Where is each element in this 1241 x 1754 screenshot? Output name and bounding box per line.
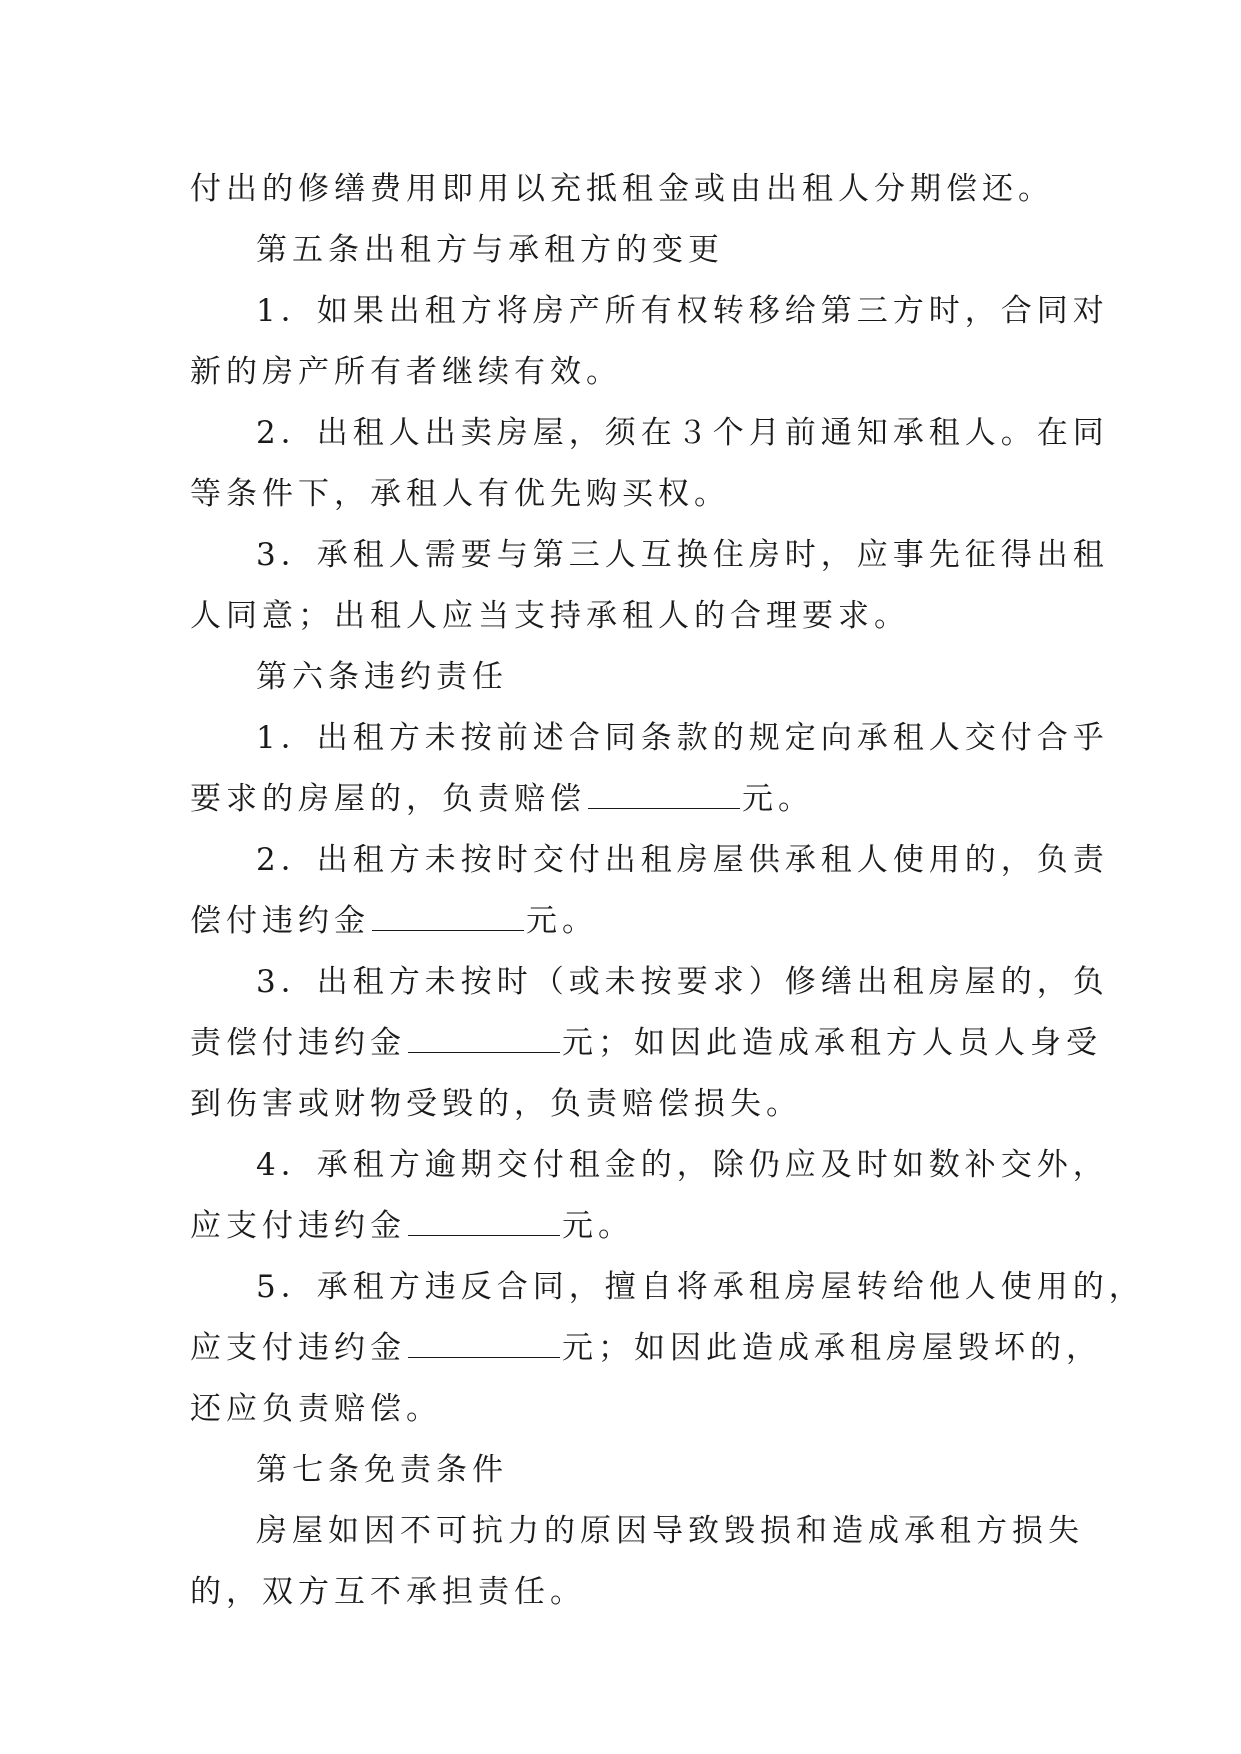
body-line: 3．出租方未按时（或未按要求）修缮出租房屋的，负 xyxy=(256,964,1109,1000)
line-text-after: 元。 xyxy=(526,903,598,939)
line-text-before: 要求的房屋的，负责赔偿 xyxy=(190,781,586,817)
fill-in-blank xyxy=(588,772,740,809)
fill-in-blank xyxy=(408,1199,560,1236)
line-text-before: 责偿付违约金 xyxy=(190,1025,406,1061)
body-line: 3．承租人需要与第三人互换住房时，应事先征得出租 xyxy=(256,537,1109,573)
body-line: 4．承租方逾期交付租金的，除仍应及时如数补交外， xyxy=(256,1147,1109,1183)
body-line-with-blank xyxy=(190,891,1055,952)
line-text-after: 元；如因此造成承租方人员人身受 xyxy=(562,1025,1102,1061)
fill-in-blank xyxy=(372,894,524,931)
article-heading: 第五条出租方与承租方的变更 xyxy=(256,232,724,268)
line-text-after: 元。 xyxy=(742,781,814,817)
body-line: 1．如果出租方将房产所有权转移给第三方时，合同对 xyxy=(256,293,1109,329)
line-text-before: 应支付违约金 xyxy=(190,1330,406,1366)
body-line: 还应负责赔偿。 xyxy=(190,1391,442,1427)
body-line: 1．出租方未按前述合同条款的规定向承租人交付合乎 xyxy=(256,720,1109,756)
body-line: 人同意；出租人应当支持承租人的合理要求。 xyxy=(190,598,910,634)
body-line: 等条件下，承租人有优先购买权。 xyxy=(190,476,730,512)
document-body xyxy=(190,159,1145,1623)
body-line: 2．出租人出卖房屋，须在３个月前通知承租人。在同 xyxy=(256,415,1109,451)
line-text-after: 元；如因此造成承租房屋毁坏的， xyxy=(562,1330,1102,1366)
fill-in-blank xyxy=(408,1016,560,1053)
line-text-before: 应支付违约金 xyxy=(190,1208,406,1244)
fill-in-blank xyxy=(408,1321,560,1358)
body-line: 到伤害或财物受毁的，负责赔偿损失。 xyxy=(190,1086,802,1122)
body-line-with-blank xyxy=(190,1013,1102,1074)
body-line-with-blank xyxy=(190,769,1055,830)
body-line: 房屋如因不可抗力的原因导致毁损和造成承租方损失 xyxy=(256,1513,1084,1549)
article-heading: 第六条违约责任 xyxy=(256,659,508,695)
body-line: 新的房产所有者继续有效。 xyxy=(190,354,622,390)
body-line: 的，双方互不承担责任。 xyxy=(190,1574,586,1610)
line-text-after: 元。 xyxy=(562,1208,634,1244)
line-text-before: 偿付违约金 xyxy=(190,903,370,939)
body-line-with-blank xyxy=(190,1318,1102,1379)
article-heading: 第七条免责条件 xyxy=(256,1452,508,1488)
body-line: 5．承租方违反合同，擅自将承租房屋转给他人使用的， xyxy=(256,1269,1145,1305)
body-line-with-blank xyxy=(190,1196,1055,1257)
body-line: 付出的修缮费用即用以充抵租金或由出租人分期偿还。 xyxy=(190,171,1054,207)
body-line: 2．出租方未按时交付出租房屋供承租人使用的，负责 xyxy=(256,842,1109,878)
